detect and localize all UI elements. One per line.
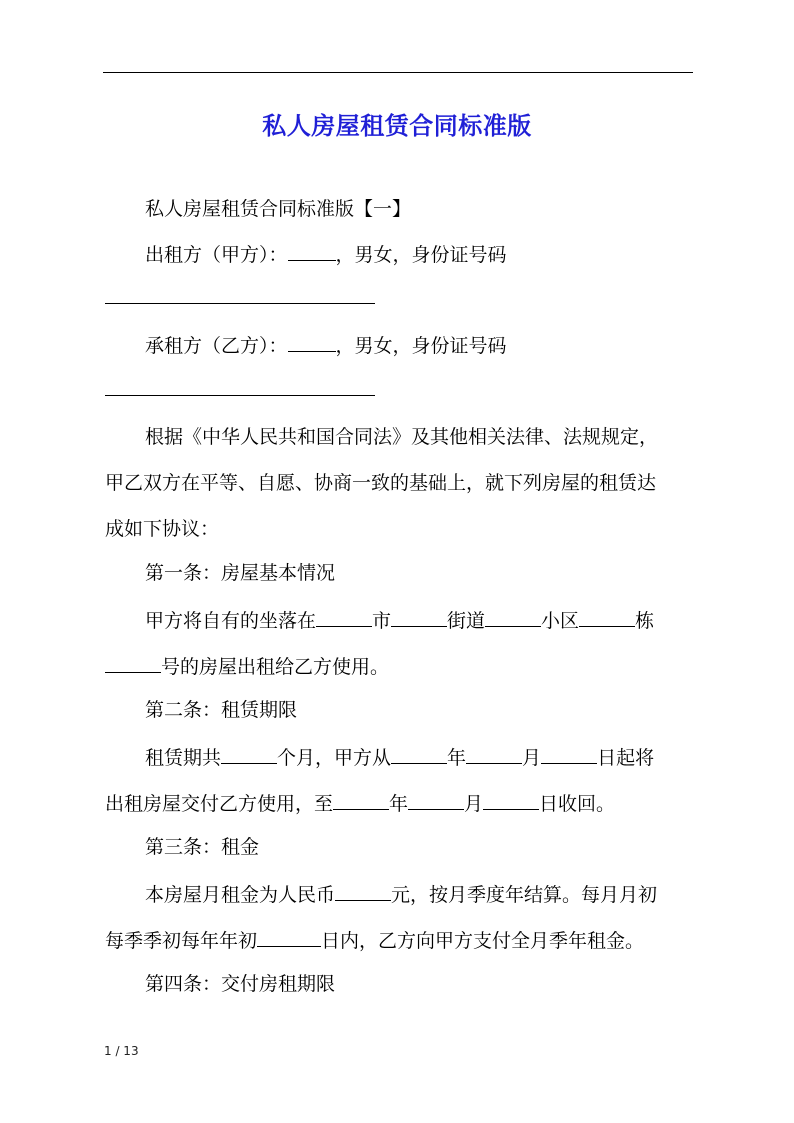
article-2-heading: 第二条：租赁期限 [145, 699, 298, 721]
article-1-line-2 [105, 652, 389, 680]
city-blank [316, 606, 372, 627]
article-1-text: 栋 [635, 610, 655, 632]
rent-amount-blank [335, 880, 391, 901]
intro-line-1: 根据《中华人民共和国合同法》及其他相关法律、法规规定， [145, 426, 659, 448]
article-3-heading: 第三条：租金 [145, 836, 260, 858]
lessee-name-blank [288, 331, 336, 352]
end-month-blank [408, 789, 464, 810]
payment-days-blank [257, 926, 321, 947]
intro-line-3: 成如下协议： [105, 518, 220, 540]
article-1-text: 市 [372, 610, 392, 632]
lessee-line [145, 331, 507, 359]
lessor-suffix: ，男女，身份证号码 [335, 244, 507, 266]
article-2-text: 月 [464, 793, 484, 815]
section-heading: 私人房屋租赁合同标准版【一】 [145, 198, 412, 220]
article-2-text: 年 [447, 747, 467, 769]
article-1-text: 街道 [447, 610, 486, 632]
article-2-line-2 [105, 789, 615, 817]
lessor-id-blank [105, 303, 375, 304]
article-1-heading: 第一条：房屋基本情况 [145, 562, 336, 584]
article-1-text: 小区 [541, 610, 580, 632]
article-3-text: 本房屋月租金为人民币 [145, 884, 336, 906]
start-year-blank [391, 743, 447, 764]
article-2-text: 日收回。 [539, 793, 616, 815]
community-blank [485, 606, 541, 627]
lessee-id-blank [105, 395, 375, 396]
article-2-text: 日起将 [597, 747, 655, 769]
unit-blank [105, 652, 161, 673]
lessee-suffix: ，男女，身份证号码 [335, 335, 507, 357]
article-2-text: 租赁期共 [145, 747, 222, 769]
article-4-heading: 第四条：交付房租期限 [145, 973, 336, 995]
article-2-text: 月 [522, 747, 542, 769]
article-1-text: 号的房屋出租给乙方使用。 [161, 656, 390, 678]
header-rule [103, 72, 693, 73]
article-3-line-2 [105, 926, 644, 954]
lessor-name-blank [288, 240, 336, 261]
article-2-line-1 [145, 743, 654, 771]
article-2-text: 年 [389, 793, 409, 815]
street-blank [391, 606, 447, 627]
lessor-label: 出租方（甲方）： [145, 244, 288, 266]
article-2-text: 出租房屋交付乙方使用，至 [105, 793, 334, 815]
end-day-blank [483, 789, 539, 810]
article-1-text: 甲方将自有的坐落在 [145, 610, 317, 632]
document-title: 私人房屋租赁合同标准版 [262, 112, 532, 140]
article-3-text: 每季季初每年年初 [105, 930, 258, 952]
article-3-text: 日内，乙方向甲方支付全月季年租金。 [321, 930, 645, 952]
lessee-label: 承租方（乙方）： [145, 335, 288, 357]
article-3-line-1 [145, 880, 657, 908]
building-blank [579, 606, 635, 627]
months-blank [221, 743, 277, 764]
page-number: 1 / 13 [104, 1044, 139, 1058]
start-day-blank [541, 743, 597, 764]
lessor-line [145, 240, 507, 268]
start-month-blank [466, 743, 522, 764]
article-1-line-1 [145, 606, 654, 634]
intro-line-2: 甲乙双方在平等、自愿、协商一致的基础上，就下列房屋的租赁达 [105, 472, 657, 494]
article-3-text: 元，按月季度年结算。每月月初 [391, 884, 658, 906]
end-year-blank [333, 789, 389, 810]
article-2-text: 个月，甲方从 [277, 747, 392, 769]
